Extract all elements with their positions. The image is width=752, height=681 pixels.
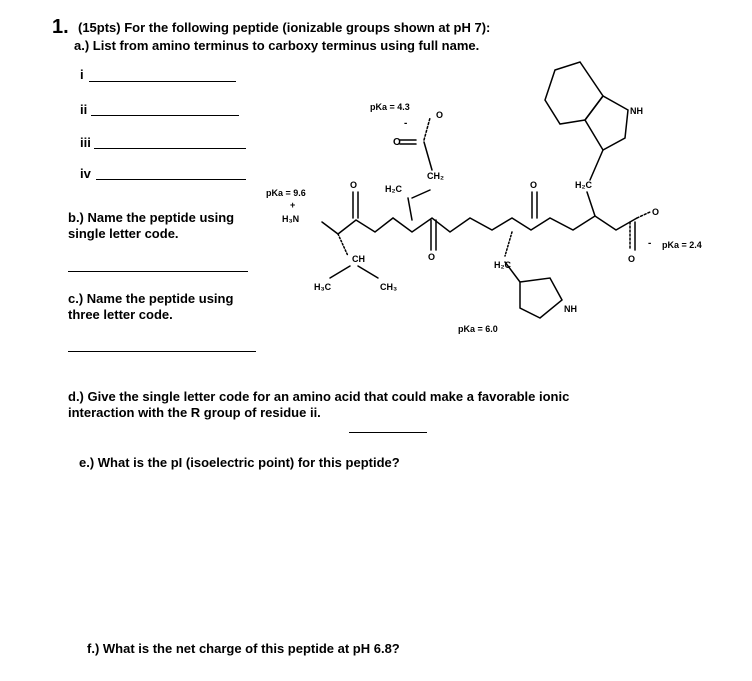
asp-ch2-label: CH₂ bbox=[427, 171, 444, 181]
trp-nh-label: NH bbox=[630, 106, 643, 116]
carboxyl-pka-label: pKa = 2.4 bbox=[662, 240, 702, 250]
carbonyl-oxygen-3: O bbox=[530, 180, 538, 190]
answer-label-iii: iii bbox=[80, 135, 91, 150]
part-b-prompt-line2: single letter code. bbox=[68, 226, 179, 241]
asp-pka-label: pKa = 4.3 bbox=[370, 102, 410, 112]
part-f-prompt: f.) What is the net charge of this peptide at pH 6.8? bbox=[87, 641, 400, 656]
his-pka-label: pKa = 6.0 bbox=[458, 324, 498, 334]
val-methyl-left: H₃C bbox=[314, 282, 332, 292]
val-ch-label: CH bbox=[352, 254, 365, 264]
answer-label-i: i bbox=[80, 67, 84, 82]
part-e-prompt: e.) What is the pI (isoelectric point) for this peptide? bbox=[79, 455, 400, 470]
carboxyl-minus-sign: - bbox=[648, 238, 652, 249]
carbonyl-oxygen-1: O bbox=[350, 180, 358, 190]
part-d-prompt-line1: d.) Give the single letter code for an amino acid that could make a favorable ionic bbox=[68, 389, 570, 404]
val-methyl-right: CH₃ bbox=[380, 282, 398, 292]
question-header: (15pts) For the following peptide (ionizable groups shown at pH 7): bbox=[78, 20, 491, 35]
answer-label-ii: ii bbox=[80, 102, 88, 117]
part-b-prompt-line1: b.) Name the peptide using bbox=[68, 210, 235, 225]
part-d-prompt-line2: interaction with the R group of residue ii. bbox=[68, 405, 321, 420]
amine-label: H₃N bbox=[282, 214, 300, 224]
answer-label-iv: iv bbox=[80, 166, 91, 181]
part-a-prompt: a.) List from amino terminus to carboxy terminus using full name. bbox=[74, 38, 480, 53]
amine-plus-sign: + bbox=[290, 200, 296, 210]
question-number: 1. bbox=[52, 16, 69, 38]
carboxyl-oxygen: O bbox=[628, 254, 636, 264]
carbonyl-oxygen-2: O bbox=[428, 252, 436, 262]
his-nh-label: NH bbox=[564, 304, 577, 314]
part-c-prompt-line2: three letter code. bbox=[68, 307, 173, 322]
asp-oxygen-label: O bbox=[393, 137, 401, 148]
asp-carboxylate-oxygen: O bbox=[436, 110, 444, 120]
carboxylate-oxygen: O bbox=[652, 207, 660, 217]
asp-h2c-label: H₂C bbox=[385, 184, 402, 194]
amine-pka-label: pKa = 9.6 bbox=[266, 188, 306, 198]
asp-minus-sign: - bbox=[404, 118, 408, 129]
his-h2c-label: H₂C bbox=[494, 260, 511, 270]
part-c-prompt-line1: c.) Name the peptide using bbox=[68, 291, 234, 306]
trp-h2c-label: H₂C bbox=[575, 180, 592, 190]
